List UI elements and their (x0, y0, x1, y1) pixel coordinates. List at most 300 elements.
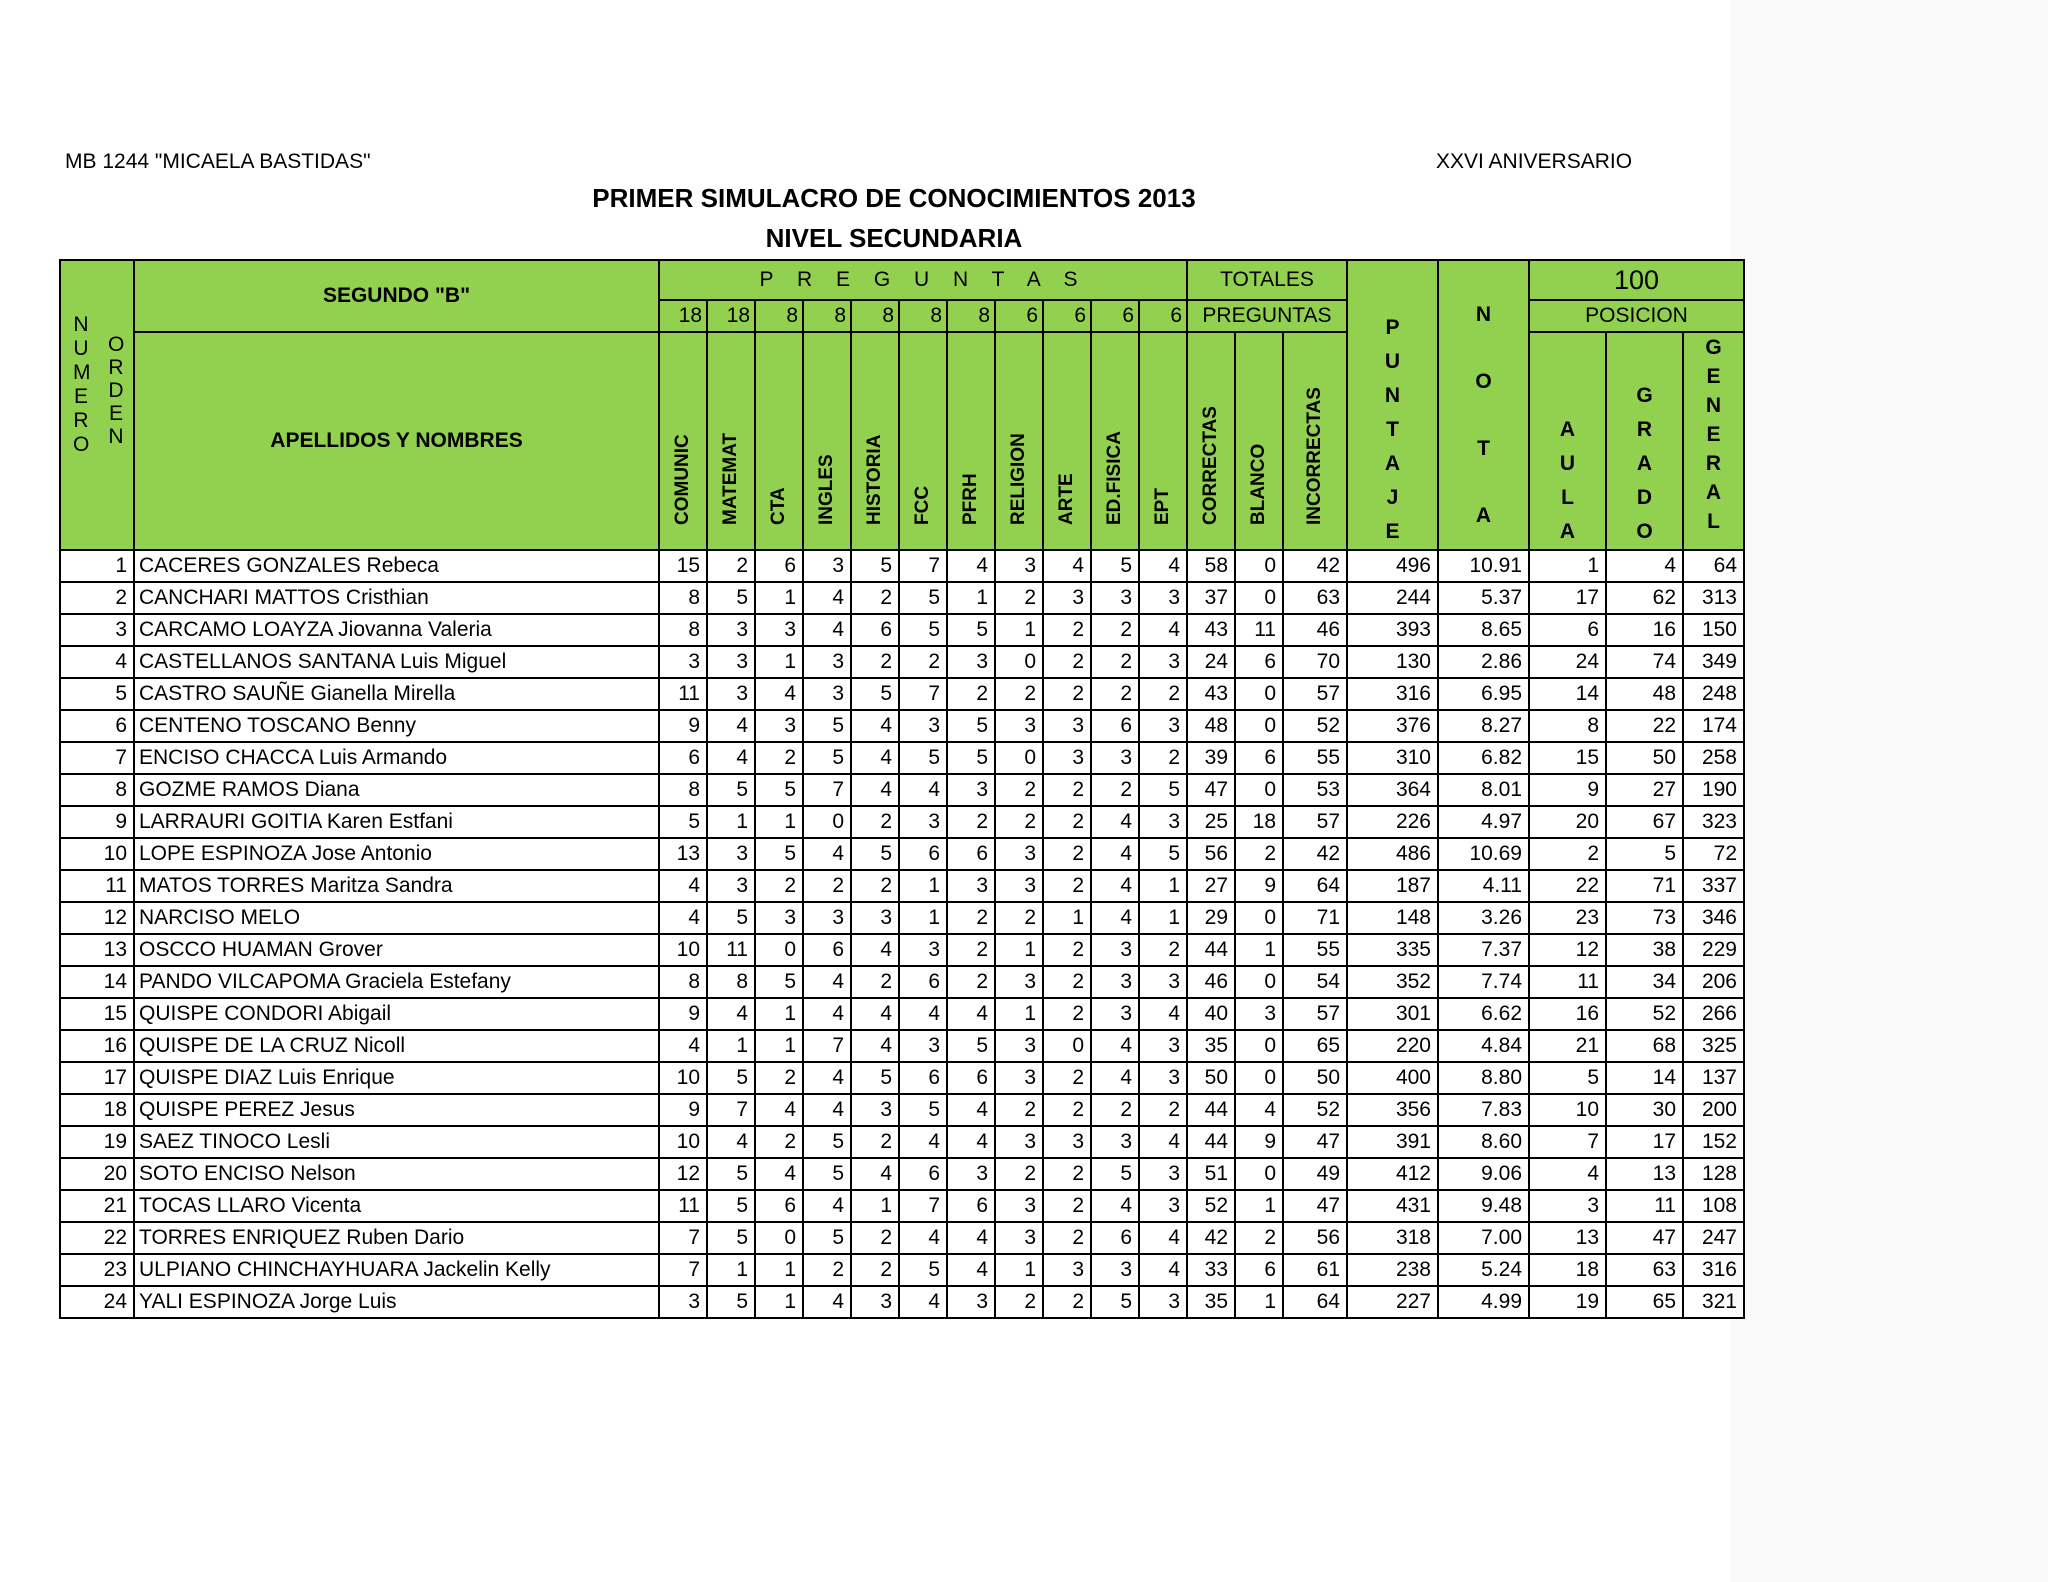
numero-letter: M (73, 361, 91, 384)
subject-score: 4 (899, 1126, 947, 1158)
blanco-value: 0 (1235, 582, 1283, 614)
header-letter: T (1477, 437, 1490, 460)
subject-score: 11 (659, 1190, 707, 1222)
subject-score: 2 (1043, 1062, 1091, 1094)
subject-header (1091, 332, 1139, 550)
subject-score: 3 (1043, 1126, 1091, 1158)
student-name: CACERES GONZALES Rebeca (134, 550, 659, 582)
subject-score: 7 (803, 1030, 851, 1062)
subject-score: 5 (899, 742, 947, 774)
question-count: 8 (899, 300, 947, 332)
subject-score: 4 (707, 1126, 755, 1158)
subject-score: 2 (803, 870, 851, 902)
row-number: 5 (60, 678, 134, 710)
subject-score: 3 (995, 1190, 1043, 1222)
subject-score: 3 (995, 550, 1043, 582)
aula-position: 13 (1529, 1222, 1606, 1254)
row-number: 3 (60, 614, 134, 646)
nota-value: 9.48 (1438, 1190, 1529, 1222)
subject-score: 3 (995, 1126, 1043, 1158)
subject-score: 5 (899, 1254, 947, 1286)
subject-score: 5 (1091, 1286, 1139, 1318)
question-count: 18 (707, 300, 755, 332)
subject-score: 2 (1139, 934, 1187, 966)
subject-score: 5 (899, 582, 947, 614)
general-position: 150 (1683, 614, 1744, 646)
subject-score: 4 (659, 902, 707, 934)
subject-header (1043, 332, 1091, 550)
correctas-value: 52 (1187, 1190, 1235, 1222)
puntaje-value: 376 (1347, 710, 1438, 742)
subject-score: 1 (995, 998, 1043, 1030)
subject-score: 1 (1139, 902, 1187, 934)
subject-score: 2 (755, 742, 803, 774)
student-name: PANDO VILCAPOMA Graciela Estefany (134, 966, 659, 998)
subject-score: 4 (755, 1158, 803, 1190)
subject-score: 7 (659, 1254, 707, 1286)
blanco-value: 1 (1235, 1190, 1283, 1222)
correctas-value: 27 (1187, 870, 1235, 902)
table-row (60, 678, 1744, 710)
header-letter: T (1386, 418, 1399, 441)
incorrectas-value: 65 (1283, 1030, 1347, 1062)
subject-score: 3 (947, 1286, 995, 1318)
subject-score: 2 (851, 1126, 899, 1158)
subject-score: 3 (803, 550, 851, 582)
table-row (60, 806, 1744, 838)
subject-score: 1 (1043, 902, 1091, 934)
header-letter: A (1475, 504, 1492, 527)
blanco-value: 4 (1235, 1094, 1283, 1126)
incorrectas-value: 57 (1283, 678, 1347, 710)
incorrectas-value: 49 (1283, 1158, 1347, 1190)
subject-score: 2 (1043, 1222, 1091, 1254)
row-number: 11 (60, 870, 134, 902)
puntaje-value: 301 (1347, 998, 1438, 1030)
totals-header-label: INCORRECTAS (1304, 387, 1325, 525)
incorrectas-value: 52 (1283, 1094, 1347, 1126)
aula-header (1529, 332, 1606, 550)
correctas-value: 35 (1187, 1286, 1235, 1318)
aula-position: 14 (1529, 678, 1606, 710)
subject-score: 12 (659, 1158, 707, 1190)
puntaje-value: 393 (1347, 614, 1438, 646)
blanco-value: 0 (1235, 1062, 1283, 1094)
subject-score: 2 (851, 870, 899, 902)
header-letter: U (1384, 350, 1401, 373)
subject-score: 11 (659, 678, 707, 710)
subject-score: 7 (899, 1190, 947, 1222)
nota-value: 8.80 (1438, 1062, 1529, 1094)
totals-header (1283, 332, 1347, 550)
subject-score: 4 (1091, 806, 1139, 838)
subject-score: 3 (899, 1030, 947, 1062)
subject-score: 6 (947, 838, 995, 870)
incorrectas-value: 53 (1283, 774, 1347, 806)
blanco-value: 9 (1235, 870, 1283, 902)
subject-score: 5 (851, 550, 899, 582)
grado-position: 13 (1606, 1158, 1683, 1190)
totals-header-label: CORRECTAS (1200, 406, 1221, 525)
general-position: 325 (1683, 1030, 1744, 1062)
general-position: 247 (1683, 1222, 1744, 1254)
subject-score: 3 (1139, 582, 1187, 614)
blanco-value: 9 (1235, 1126, 1283, 1158)
incorrectas-value: 54 (1283, 966, 1347, 998)
incorrectas-value: 71 (1283, 902, 1347, 934)
grado-position: 11 (1606, 1190, 1683, 1222)
subject-score: 4 (1139, 1222, 1187, 1254)
subject-score: 5 (803, 1126, 851, 1158)
subject-score: 6 (755, 1190, 803, 1222)
subject-score: 6 (899, 1158, 947, 1190)
subject-score: 4 (947, 1126, 995, 1158)
puntaje-value: 148 (1347, 902, 1438, 934)
row-number: 2 (60, 582, 134, 614)
subject-score: 3 (1139, 806, 1187, 838)
general-position: 152 (1683, 1126, 1744, 1158)
incorrectas-value: 47 (1283, 1190, 1347, 1222)
grado-position: 47 (1606, 1222, 1683, 1254)
header-letter: A (1559, 418, 1576, 441)
incorrectas-value: 63 (1283, 582, 1347, 614)
subject-header (803, 332, 851, 550)
subject-score: 7 (659, 1222, 707, 1254)
correctas-value: 43 (1187, 678, 1235, 710)
subject-score: 7 (899, 678, 947, 710)
totales-header: TOTALES (1187, 260, 1347, 300)
puntaje-value: 400 (1347, 1062, 1438, 1094)
blanco-value: 0 (1235, 550, 1283, 582)
subject-score: 3 (1139, 646, 1187, 678)
student-name: CASTRO SAUÑE Gianella Mirella (134, 678, 659, 710)
puntaje-value: 316 (1347, 678, 1438, 710)
subject-score: 1 (755, 1030, 803, 1062)
incorrectas-value: 56 (1283, 1222, 1347, 1254)
student-name: LARRAURI GOITIA Karen Estfani (134, 806, 659, 838)
puntaje-value: 391 (1347, 1126, 1438, 1158)
subject-score: 2 (1043, 1158, 1091, 1190)
subject-score: 3 (947, 870, 995, 902)
subject-score: 3 (851, 1094, 899, 1126)
subject-score: 2 (1091, 678, 1139, 710)
incorrectas-value: 57 (1283, 806, 1347, 838)
correctas-value: 56 (1187, 838, 1235, 870)
nota-header (1438, 260, 1529, 550)
subject-score: 2 (851, 646, 899, 678)
table-row (60, 1126, 1744, 1158)
row-number: 14 (60, 966, 134, 998)
subject-score: 3 (1091, 582, 1139, 614)
subject-score: 2 (1139, 1094, 1187, 1126)
subject-score: 3 (947, 774, 995, 806)
subject-score: 2 (947, 806, 995, 838)
subject-score: 4 (803, 838, 851, 870)
table-row (60, 550, 1744, 582)
subject-score: 1 (707, 1254, 755, 1286)
nota-value: 2.86 (1438, 646, 1529, 678)
subject-score: 4 (1043, 550, 1091, 582)
row-number: 15 (60, 998, 134, 1030)
subject-score: 5 (707, 774, 755, 806)
subject-score: 4 (899, 1222, 947, 1254)
subject-score: 2 (1043, 966, 1091, 998)
aula-position: 10 (1529, 1094, 1606, 1126)
subject-score: 2 (995, 1286, 1043, 1318)
student-name: TOCAS LLARO Vicenta (134, 1190, 659, 1222)
subject-score: 2 (995, 774, 1043, 806)
general-position: 200 (1683, 1094, 1744, 1126)
table-row (60, 646, 1744, 678)
subject-score: 3 (1043, 1254, 1091, 1286)
puntaje-value: 310 (1347, 742, 1438, 774)
subject-score: 5 (947, 710, 995, 742)
blanco-value: 2 (1235, 1222, 1283, 1254)
subject-header-label: CTA (768, 487, 789, 525)
subject-score: 2 (1043, 614, 1091, 646)
subject-score: 4 (1091, 1190, 1139, 1222)
puntaje-value: 130 (1347, 646, 1438, 678)
table-row (60, 966, 1744, 998)
aula-position: 5 (1529, 1062, 1606, 1094)
totals-header-label: BLANCO (1248, 443, 1269, 525)
general-header (1683, 332, 1744, 550)
row-number: 17 (60, 1062, 134, 1094)
subject-score: 1 (899, 902, 947, 934)
header-letter: N (1384, 384, 1401, 407)
aula-position: 6 (1529, 614, 1606, 646)
row-number: 13 (60, 934, 134, 966)
puntaje-value: 431 (1347, 1190, 1438, 1222)
grado-position: 74 (1606, 646, 1683, 678)
header-letter: U (1559, 452, 1576, 475)
subject-score: 3 (1091, 966, 1139, 998)
question-count: 8 (947, 300, 995, 332)
aula-position: 18 (1529, 1254, 1606, 1286)
subject-score: 3 (707, 614, 755, 646)
nota-value: 7.83 (1438, 1094, 1529, 1126)
aula-position: 7 (1529, 1126, 1606, 1158)
subject-score: 4 (947, 998, 995, 1030)
question-count: 6 (1139, 300, 1187, 332)
nota-value: 8.60 (1438, 1126, 1529, 1158)
grado-position: 62 (1606, 582, 1683, 614)
subject-score: 3 (803, 678, 851, 710)
nota-value: 7.74 (1438, 966, 1529, 998)
question-count: 8 (755, 300, 803, 332)
subject-score: 2 (995, 582, 1043, 614)
row-number: 24 (60, 1286, 134, 1318)
incorrectas-value: 64 (1283, 870, 1347, 902)
header-letter: N (1475, 303, 1492, 326)
document-title: PRIMER SIMULACRO DE CONOCIMIENTOS 2013 (592, 183, 1196, 213)
subject-score: 4 (1139, 614, 1187, 646)
subject-score: 3 (947, 1158, 995, 1190)
nota-value: 8.27 (1438, 710, 1529, 742)
student-name: TORRES ENRIQUEZ Ruben Dario (134, 1222, 659, 1254)
subject-score: 3 (995, 1030, 1043, 1062)
general-position: 258 (1683, 742, 1744, 774)
subject-score: 2 (851, 582, 899, 614)
subject-score: 1 (707, 806, 755, 838)
subject-score: 1 (1139, 870, 1187, 902)
header-letter: E (1385, 520, 1400, 543)
subject-score: 3 (995, 710, 1043, 742)
subject-score: 3 (1091, 1126, 1139, 1158)
subject-score: 0 (755, 1222, 803, 1254)
subject-score: 8 (659, 614, 707, 646)
blanco-value: 0 (1235, 902, 1283, 934)
header-letter: L (1707, 510, 1720, 533)
row-number: 19 (60, 1126, 134, 1158)
orden-label (108, 333, 124, 448)
subject-score: 1 (755, 1286, 803, 1318)
preguntas-subheader: PREGUNTAS (1187, 300, 1347, 332)
puntaje-value: 412 (1347, 1158, 1438, 1190)
numero-letter: O (73, 433, 90, 456)
subject-score: 6 (899, 838, 947, 870)
numero-label (73, 313, 89, 457)
aula-position: 17 (1529, 582, 1606, 614)
subject-score: 5 (851, 678, 899, 710)
school-name: MB 1244 "MICAELA BASTIDAS" (65, 150, 371, 173)
subject-score: 5 (707, 1190, 755, 1222)
subject-score: 5 (1139, 774, 1187, 806)
nota-value: 4.11 (1438, 870, 1529, 902)
incorrectas-value: 52 (1283, 710, 1347, 742)
grado-position: 38 (1606, 934, 1683, 966)
blanco-value: 6 (1235, 646, 1283, 678)
general-position: 174 (1683, 710, 1744, 742)
subject-score: 3 (995, 966, 1043, 998)
student-name: CASTELLANOS SANTANA Luis Miguel (134, 646, 659, 678)
table-row (60, 614, 1744, 646)
student-name: SAEZ TINOCO Lesli (134, 1126, 659, 1158)
subject-score: 5 (803, 742, 851, 774)
subject-score: 3 (995, 1062, 1043, 1094)
subject-score: 4 (803, 998, 851, 1030)
student-name: QUISPE CONDORI Abigail (134, 998, 659, 1030)
subject-score: 9 (659, 1094, 707, 1126)
subject-header-label: INGLES (816, 454, 837, 525)
table-row (60, 1254, 1744, 1286)
nota-value: 5.37 (1438, 582, 1529, 614)
nota-value: 3.26 (1438, 902, 1529, 934)
subject-score: 2 (947, 678, 995, 710)
subject-score: 3 (899, 806, 947, 838)
subject-score: 3 (1091, 1254, 1139, 1286)
subject-score: 3 (803, 902, 851, 934)
subject-score: 1 (707, 1030, 755, 1062)
aula-position: 4 (1529, 1158, 1606, 1190)
correctas-value: 50 (1187, 1062, 1235, 1094)
subject-score: 4 (803, 1286, 851, 1318)
blanco-value: 0 (1235, 966, 1283, 998)
subject-score: 3 (1139, 1030, 1187, 1062)
incorrectas-value: 57 (1283, 998, 1347, 1030)
subject-score: 2 (1139, 678, 1187, 710)
subject-score: 1 (995, 934, 1043, 966)
nota-value: 9.06 (1438, 1158, 1529, 1190)
row-number: 16 (60, 1030, 134, 1062)
header-letter: O (1636, 520, 1653, 543)
subject-header-label: ARTE (1056, 473, 1077, 525)
subject-score: 5 (707, 1158, 755, 1190)
aula-position: 11 (1529, 966, 1606, 998)
subject-header-label: FCC (912, 485, 933, 525)
subject-score: 5 (803, 1158, 851, 1190)
general-position: 229 (1683, 934, 1744, 966)
preguntas-header: P R E G U N T A S (659, 260, 1187, 300)
totals-header (1187, 332, 1235, 550)
grado-position: 34 (1606, 966, 1683, 998)
numero-letter: R (73, 409, 89, 432)
subject-header (755, 332, 803, 550)
subject-header (659, 332, 707, 550)
grado-position: 73 (1606, 902, 1683, 934)
subject-score: 2 (995, 806, 1043, 838)
subject-score: 4 (899, 998, 947, 1030)
subject-score: 5 (755, 966, 803, 998)
names-header: APELLIDOS Y NOMBRES (134, 332, 659, 550)
nota-value: 10.91 (1438, 550, 1529, 582)
grado-position: 17 (1606, 1126, 1683, 1158)
puntaje-value: 486 (1347, 838, 1438, 870)
subject-score: 4 (1091, 870, 1139, 902)
subject-score: 7 (899, 550, 947, 582)
subject-score: 3 (995, 838, 1043, 870)
incorrectas-value: 47 (1283, 1126, 1347, 1158)
subject-score: 3 (851, 902, 899, 934)
subject-score: 6 (1091, 1222, 1139, 1254)
subject-header-label: HISTORIA (864, 434, 885, 525)
subject-score: 2 (995, 1158, 1043, 1190)
subject-score: 1 (851, 1190, 899, 1222)
aula-position: 3 (1529, 1190, 1606, 1222)
correctas-value: 37 (1187, 582, 1235, 614)
section-title: SEGUNDO "B" (134, 260, 659, 332)
subject-score: 5 (803, 710, 851, 742)
subject-score: 5 (851, 838, 899, 870)
subject-header (899, 332, 947, 550)
subject-score: 5 (803, 1222, 851, 1254)
correctas-value: 44 (1187, 1126, 1235, 1158)
subject-score: 7 (803, 774, 851, 806)
subject-score: 5 (755, 774, 803, 806)
puntaje-value: 364 (1347, 774, 1438, 806)
row-number: 18 (60, 1094, 134, 1126)
subject-score: 1 (995, 614, 1043, 646)
grado-position: 63 (1606, 1254, 1683, 1286)
subject-score: 2 (755, 1126, 803, 1158)
subject-score: 0 (755, 934, 803, 966)
incorrectas-value: 55 (1283, 934, 1347, 966)
general-position: 266 (1683, 998, 1744, 1030)
subject-score: 2 (755, 870, 803, 902)
student-name: QUISPE PEREZ Jesus (134, 1094, 659, 1126)
subject-score: 3 (995, 870, 1043, 902)
orden-letter: D (108, 379, 124, 402)
subject-score: 4 (947, 1222, 995, 1254)
subject-score: 4 (659, 870, 707, 902)
subject-score: 0 (1043, 1030, 1091, 1062)
student-name: ENCISO CHACCA Luis Armando (134, 742, 659, 774)
nota-value: 7.37 (1438, 934, 1529, 966)
aula-position: 22 (1529, 870, 1606, 902)
correctas-value: 33 (1187, 1254, 1235, 1286)
subject-score: 2 (1043, 838, 1091, 870)
correctas-value: 43 (1187, 614, 1235, 646)
